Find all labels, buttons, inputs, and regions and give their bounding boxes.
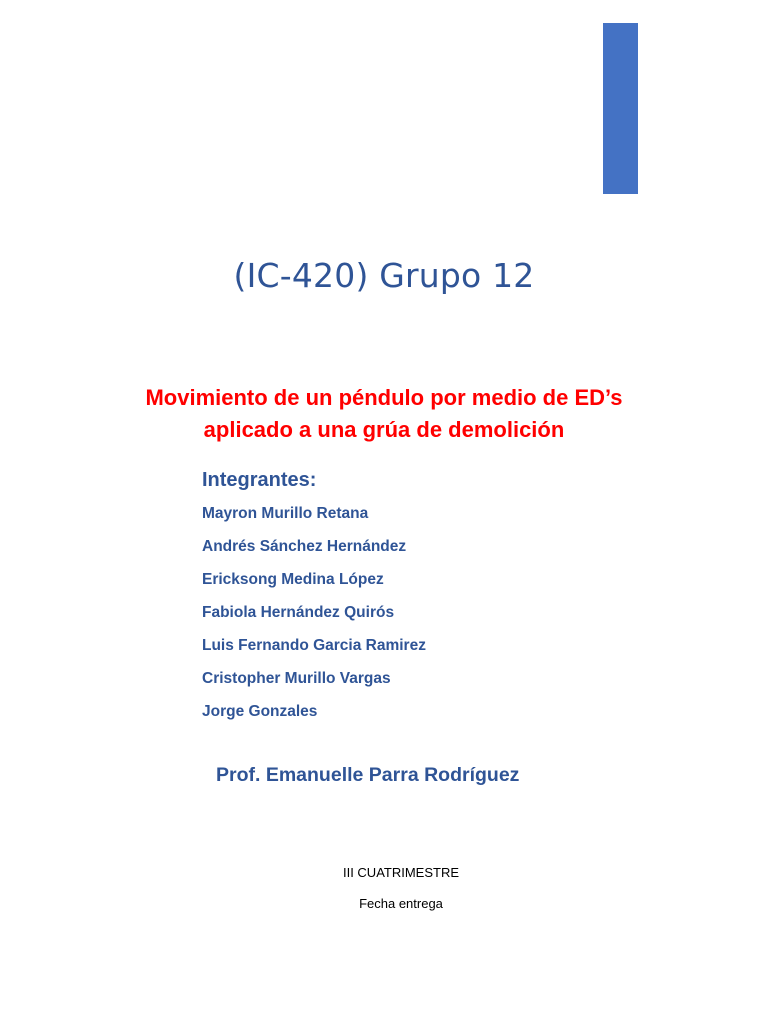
member-name: Ericksong Medina López [202,571,384,588]
project-title-line-2: aplicado a una grúa de demolición [203,417,565,442]
members-list [202,504,426,735]
project-title [0,382,768,446]
member-name: Fabiola Hernández Quirós [202,604,395,621]
member-name: Luis Fernando Garcia Ramirez [202,637,426,654]
member-name: Andrés Sánchez Hernández [202,538,407,555]
project-title-line-1: Movimiento de un péndulo por medio de ED’s [145,385,623,410]
accent-bar [603,23,638,194]
due-date-label: Fecha entrega [359,896,443,911]
member-name: Mayron Murillo Retana [202,505,369,522]
course-title: (IC-420) Grupo 12 [233,256,535,295]
member-name: Jorge Gonzales [202,703,318,720]
members-heading: Integrantes: [202,469,317,491]
term-label: III CUATRIMESTRE [342,865,460,880]
professor-name: Prof. Emanuelle Parra Rodríguez [216,764,520,786]
member-name: Cristopher Murillo Vargas [202,670,391,687]
